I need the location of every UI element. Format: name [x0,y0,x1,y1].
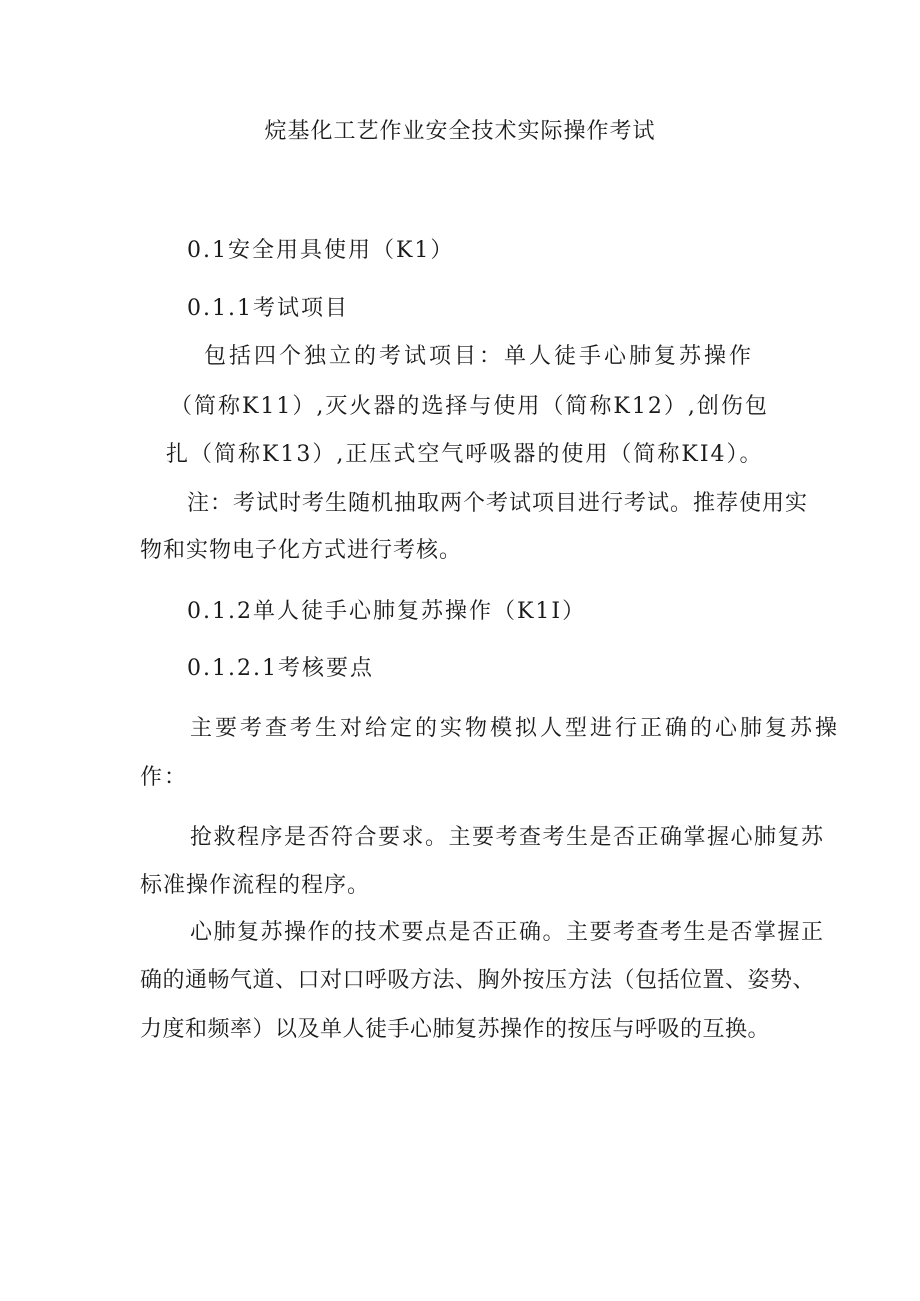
paragraph-line: 包括四个独立的考试项目：单人徒手心肺复苏操作 [204,344,755,369]
paragraph-line: 主要考查考生对给定的实物模拟人型进行正确的心肺复苏操 [190,716,841,741]
paragraph-line: （简称K11）,灭火器的选择与使用（简称K12）,创伤包 [170,394,769,419]
paragraph-line: 扎（简称K13）,正压式空气呼吸器的使用（简称KI4）。 [166,442,764,467]
paragraph-line: 标准操作流程的程序。 [140,873,371,898]
paragraph-line: 心肺复苏操作的技术要点是否正确。主要考查考生是否掌握正 [190,920,825,945]
subsection-heading: 0.1.1考试项目 [187,296,349,321]
note-line: 物和实物电子化方式进行考核。 [140,538,463,563]
subsection-heading: 0.1.2.1考核要点 [187,656,374,681]
paragraph-line: 抢救程序是否符合要求。主要考查考生是否正确掌握心肺复苏 [190,825,825,850]
paragraph-line: 确的通畅气道、口对口呼吸方法、胸外按压方法（包括位置、姿势、 [140,968,816,993]
section-heading: 0.1安全用具使用（K1） [187,238,455,263]
paragraph-line: 作： [140,765,189,790]
paragraph-line: 力度和频率）以及单人徒手心肺复苏操作的按压与呼吸的互换。 [140,1017,771,1042]
document-title: 烷基化工艺作业安全技术实际操作考试 [264,119,656,144]
note-line: 注：考试时考生随机抽取两个考试项目进行考试。推荐使用实 [187,491,809,516]
subsection-heading: 0.1.2单人徒手心肺复苏操作（K1I） [187,599,587,624]
